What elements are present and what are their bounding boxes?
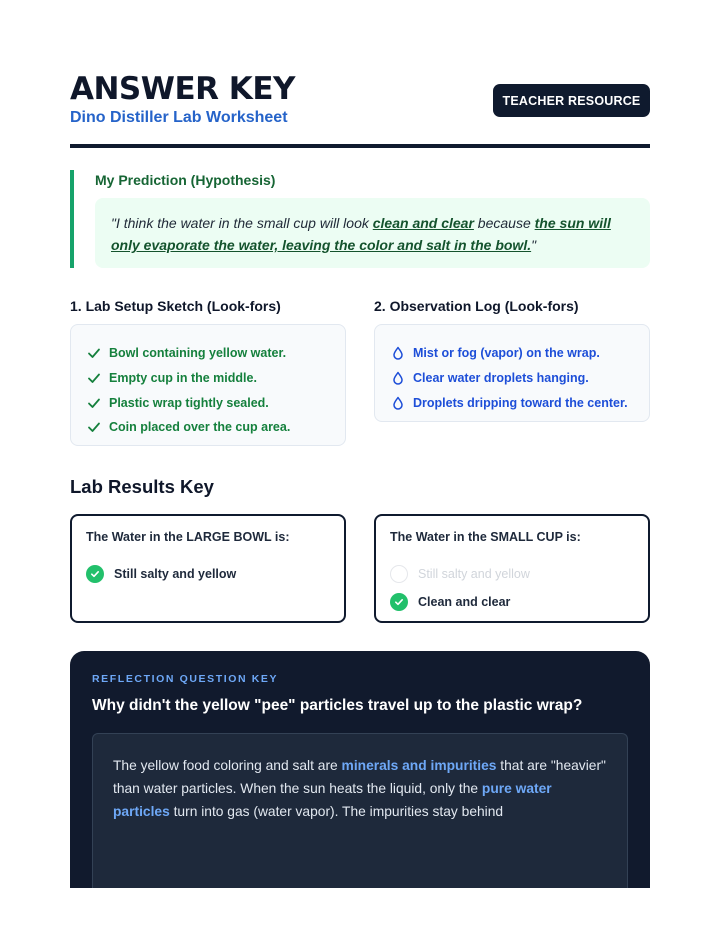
observation-lookfors	[374, 324, 650, 422]
option-label: Still salty and yellow	[418, 567, 530, 581]
header	[70, 70, 650, 148]
check-icon	[87, 396, 101, 410]
prediction-fill-1: clean and clear	[372, 215, 474, 231]
checked-circle-icon	[390, 593, 408, 611]
observation-item-label: Clear water droplets hanging.	[413, 371, 589, 386]
list-item	[87, 341, 329, 366]
setup-heading: 1. Lab Setup Sketch (Look-fors)	[70, 298, 281, 314]
prediction-text: because	[473, 215, 535, 231]
observation-item-label: Droplets dripping toward the center.	[413, 395, 628, 410]
empty-circle-icon	[390, 565, 408, 583]
list-item	[391, 341, 633, 366]
answer-text: that are "heavier" than water particles. When the sun heats the liquid, only the	[113, 758, 606, 796]
list-item	[87, 390, 329, 415]
page-bottom-margin	[0, 888, 720, 932]
large-bowl-option-salty[interactable]	[86, 560, 330, 588]
droplet-icon	[391, 396, 405, 410]
reflection-question: Why didn't the yellow "pee" particles travel up to the plastic wrap?	[92, 697, 583, 714]
prediction-answer	[95, 198, 650, 268]
large-bowl-card	[70, 514, 346, 623]
setup-lookfors	[70, 324, 346, 446]
small-cup-option-salty[interactable]	[390, 560, 634, 588]
setup-item-label: Plastic wrap tightly sealed.	[109, 395, 269, 410]
small-cup-option-clear[interactable]	[390, 588, 634, 616]
list-item	[87, 366, 329, 391]
reflection-label: REFLECTION QUESTION KEY	[92, 673, 279, 685]
teacher-resource-badge: TEACHER RESOURCE	[493, 84, 650, 117]
prediction-fill-2: the sun will only evaporate the water, leaving the color and salt in the bowl.	[111, 215, 611, 253]
answer-text: turn into gas (water vapor). The impurities stay behind	[169, 804, 504, 819]
list-item	[391, 366, 633, 391]
prediction-heading: My Prediction (Hypothesis)	[95, 172, 276, 188]
droplet-icon	[391, 371, 405, 385]
check-icon	[87, 346, 101, 360]
list-item	[87, 415, 329, 440]
answer-highlight: pure water particles	[113, 781, 552, 819]
answer-text: The yellow food coloring and salt are	[113, 758, 342, 773]
answer-highlight: minerals and impurities	[341, 758, 497, 773]
page-subtitle: Dino Distiller Lab Worksheet	[70, 109, 288, 126]
observation-item-label: Mist or fog (vapor) on the wrap.	[413, 346, 600, 361]
prediction-text: "	[531, 237, 537, 253]
results-heading: Lab Results Key	[70, 476, 214, 497]
small-cup-title: The Water in the SMALL CUP is:	[390, 530, 581, 544]
check-icon	[87, 420, 101, 434]
setup-item-label: Coin placed over the cup area.	[109, 420, 291, 435]
page-title: ANSWER KEY	[70, 71, 295, 107]
setup-item-label: Bowl containing yellow water.	[109, 346, 287, 361]
list-item	[391, 390, 633, 415]
setup-item-label: Empty cup in the middle.	[109, 371, 257, 386]
check-icon	[87, 371, 101, 385]
prediction-section	[70, 170, 650, 268]
prediction-text: "I think the water in the small cup will look	[111, 215, 373, 231]
large-bowl-title: The Water in the LARGE BOWL is:	[86, 530, 290, 544]
observation-heading: 2. Observation Log (Look-fors)	[374, 298, 579, 314]
checked-circle-icon	[86, 565, 104, 583]
option-label: Clean and clear	[418, 595, 511, 609]
option-label: Still salty and yellow	[114, 567, 237, 581]
small-cup-card	[374, 514, 650, 623]
droplet-icon	[391, 346, 405, 360]
